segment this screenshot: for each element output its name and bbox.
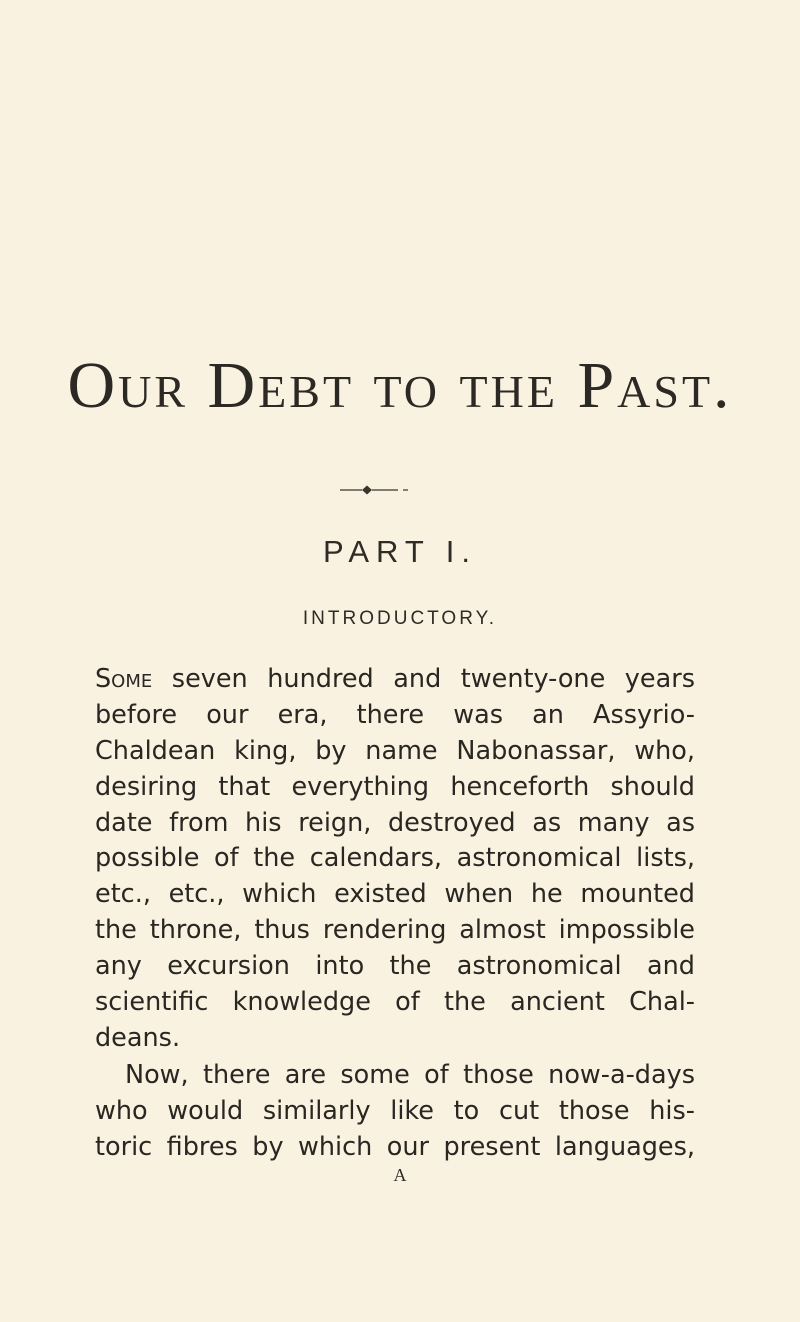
text-line: scientific knowledge of the ancient Chal- xyxy=(95,987,695,1018)
text-line: desiring that everything henceforth should xyxy=(95,771,695,802)
text-line: the throne, thus rendering almost impossible xyxy=(95,915,695,946)
drop-word: Some xyxy=(95,664,153,694)
section-subtitle: INTRODUCTORY. xyxy=(302,608,498,629)
text-line: any excursion into the astronomical and xyxy=(95,951,695,982)
text-line: possible of the calendars, astronomical lists, xyxy=(95,843,695,874)
text-line: date from his reign, destroyed as many as xyxy=(95,807,695,838)
text-line: who would similarly like to cut those his- xyxy=(95,1095,695,1126)
text-line: deans. xyxy=(95,1022,181,1053)
text-line: toric fibres by which our present languages, xyxy=(95,1131,695,1162)
text-line: etc., etc., which existed when he mounted xyxy=(95,879,695,910)
text-line: Now, there are some of those now-a-days xyxy=(125,1060,695,1090)
text-line: Chaldean king, by name Nabonassar, who, xyxy=(95,735,695,766)
text-line xyxy=(95,662,695,698)
page-title: Our Debt to the Past. xyxy=(67,349,733,422)
signature-mark: A xyxy=(393,1165,407,1185)
paragraph-2 xyxy=(95,1058,695,1166)
text-line: before our era, there was an Assyrio- xyxy=(95,699,695,730)
text-line-content: seven hundred and twenty-one years xyxy=(152,664,695,694)
part-heading: PART I. xyxy=(322,534,478,569)
ornament-divider xyxy=(340,484,416,496)
paragraph-1 xyxy=(95,662,695,1057)
